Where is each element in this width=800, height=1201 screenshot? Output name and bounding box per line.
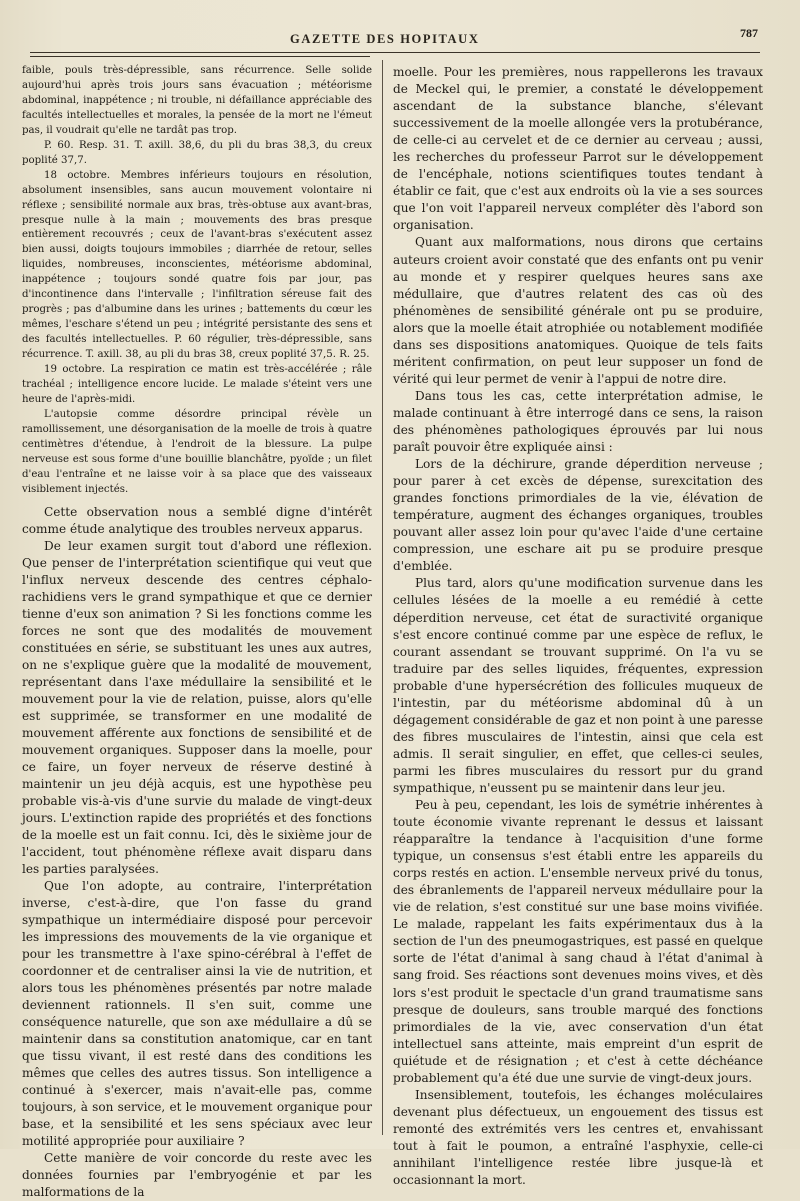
body-paragraph: Peu à peu, cependant, les lois de symétrie inhérentes à toute économie vivante reprenant le dessus et laissant réapparaître la tendance à l'acquisition d'une forme typique, un consensus s'est établi entre les appareils du corps restés en action. L'ensemble nerveux privé du tonus, des ébranlements de l'appareil nerveux médullaire pour la vie de relation, s'est constitué sur une base moins vivifiée. Le malade, rappelant les faits expérimentaux dus à la section de l'un des pneumogastriques, est passé en quelque sorte de l'état d'animal à sang chaud à l'état d'animal à sang froid. Ses réactions sont devenues moins vives, et dès lors s'est produit le spectacle d'un grand traumatisme sans presque de douleurs, sans trouble marqué des fonctions primordiales de la vie, avec conservation d'un état intellectuel sans atteinte, mais empreint d'un esprit de quiétude et de résignation ; et c'est à cette déchéance probablement qu'a été due une survie de vingt-deux jours. bbox=[393, 798, 763, 1085]
case-note-paragraph: L'autopsie comme désordre principal révèle un ramollissement, une désorganisation de la moelle de trois à quatre centimètres d'étendue, à l'endroit de la blessure. La pulpe nerveuse est sous forme d'une bouillie blanchâtre, pyoïde ; un filet d'eau l'entraîne et ne laisse voir à sa place que des vaisseaux visiblement injectés. bbox=[22, 408, 372, 495]
running-title: GAZETTE DES HOPITAUX bbox=[290, 32, 480, 46]
body-paragraph: Cette manière de voir concorde du reste avec les données fournies par l'embryogénie et par les malformations de la bbox=[22, 1150, 372, 1199]
header-rule bbox=[30, 52, 760, 53]
body-paragraph: Plus tard, alors qu'une modification survenue dans les cellules lésées de la moelle a eu remédié à cette déperdition nerveuse, cet état de suractivité organique s'est encore continué comme par une espèce de reflux, le courant assendant se trouvant supprimé. On l'a vu se traduire par des selles liquides, fréquentes, expression probable d'une hypersécrétion des follicules muqueux de l'intestin, par du météorisme abdominal dû à un dégagement considérable de gaz et non point à une paresse des fibres musculaires de l'intestin, ainsi que cela est admis. Il serait singulier, en effet, que celles-ci seules, parmi les fibres musculaires du ressort pur du grand sympathique, n'eussent pu se maintenir dans leur jeu. bbox=[393, 576, 763, 795]
case-note-paragraph: P. 60. Resp. 31. T. axill. 38,6, du pli du bras 38,3, du creux poplité 37,7. bbox=[22, 139, 372, 166]
commentary bbox=[22, 504, 372, 1201]
body-paragraph: Dans tous les cas, cette interprétation admise, le malade continuant à être interrogé dans ce sens, la raison des phénomènes pathologiques éprouvés par lui nous paraît pouvoir être expliquée ainsi : bbox=[393, 388, 763, 455]
body-paragraph: Lors de la déchirure, grande déperdition nerveuse ; pour parer à cet excès de dépense, surexcitation des grandes fonctions primordiales de la vie, élévation de température, augment des échanges organiques, troubles pouvant aller assez loin pour qu'avec l'aide d'une certaine compression, une eschare ait pu se produire presque d'emblée. bbox=[393, 457, 763, 574]
body-paragraph: Insensiblement, toutefois, les échanges moléculaires devenant plus défectueux, un engouement des tissus est remonté des extrémités vers les centres et, envahissant tout à fait le poumon, a entraîné l'asphyxie, celle-ci annihilant l'intelligence restée libre jusque-là et occasionnant la mort. bbox=[393, 1087, 763, 1188]
body-paragraph: Quant aux malformations, nous dirons que certains auteurs croient avoir constaté que des enfants ont pu venir au monde et y respirer quelques heures sans axe médullaire, que d'autres relatent des cas où des phénomènes de sensibilité générale ont pu se produire, alors que la moelle était atrophiée ou notablement modifiée dans ses dispositions anatomiques. Quoique de tels faits méritent confirmation, on peut leur supposer un fond de vérité qui leur permet de venir à l'appui de notre dire. bbox=[393, 235, 763, 386]
header-rule-secondary bbox=[30, 56, 370, 57]
right-column bbox=[393, 64, 763, 1189]
case-note-paragraph: 18 octobre. Membres inférieurs toujours en résolution, absolument insensibles, sans aucun mouvement volontaire ni réflexe ; sensibilité normale aux bras, très-obtuse aux avant-bras, presque nulle à la main ; mouvements des bras presque entièrement recouvrés ; ceux de l'avant-bras s'exécutent assez bien aussi, doigts toujours immobiles ; diarrhée de retour, selles liquides, nombreuses, inconscientes, météorisme abdominal, inappétence ; toujours sondé quatre fois par jour, pas d'incontinence dans l'intervalle ; l'infiltration séreuse fait des progrès ; pas d'albumine dans les urines ; battements du cœur les mêmes, l'eschare s'étend un peu ; intégrité persistante des sens et des facultés intellectuelles. P. 60 régulier, très-dépressible, sans récurrence. T. axill. 38, au pli du bras 38, creux poplité 37,5. R. 25. bbox=[22, 169, 372, 361]
case-notes bbox=[22, 64, 372, 498]
body-paragraph: Cette observation nous a semblé digne d'intérêt comme étude analytique des troubles nerveux apparus. bbox=[22, 504, 372, 536]
page-number: 787 bbox=[740, 26, 758, 40]
case-note-paragraph: faible, pouls très-dépressible, sans récurrence. Selle solide aujourd'hui après trois jours sans évacuation ; météorisme abdominal, inappétence ; ni trouble, ni défaillance appréciable des facultés intellectuelles et morales, la pensée de la mort ne l'émeut pas, il voudrait qu'elle ne tardât pas trop. bbox=[22, 65, 372, 136]
body-paragraph: De leur examen surgit tout d'abord une réflexion. Que penser de l'interprétation scientifique qui veut que l'influx nerveux descende des centres céphalo-rachidiens vers le grand sympathique et que ce dernier tienne d'eux son animation ? Si les fonctions comme les forces ne sont que des modalités de mouvement constituées en série, se substituant les unes aux autres, on ne s'explique guère que la modalité de mouvement, représentant dans l'axe médullaire la sensibilité et le mouvement pour la vie de relation, puisse, alors qu'elle est supprimée, se transformer en une modalité de mouvement afférente aux fonctions de sensibilité et de mouvement organiques. Supposer dans la moelle, pour ce faire, un foyer nerveux de réserve destiné à maintenir un jeu déjà acquis, est une hypothèse peu probable vis-à-vis d'une survie du malade de vingt-deux jours. L'extinction rapide des propriétés et des fonctions de la moelle est un fait connu. Ici, dès le sixième jour de l'accident, tout phénomène réflexe avait disparu dans les parties paralysées. bbox=[22, 538, 372, 876]
column-divider bbox=[382, 60, 383, 1135]
case-note-paragraph: 19 octobre. La respiration ce matin est très-accélérée ; râle trachéal ; intelligence encore lucide. Le malade s'éteint vers une heure de l'après-midi. bbox=[22, 364, 372, 405]
body-paragraph: Que l'on adopte, au contraire, l'interprétation inverse, c'est-à-dire, que l'on fasse du grand sympathique un intermédiaire disposé pour percevoir les impressions des mouvements de la vie organique et pour les transmettre à l'axe spino-cérébral à l'effet de coordonner et de centraliser ainsi la vie de nutrition, et alors tous les phénomènes présentés par notre malade deviennent rationnels. Il s'en suit, comme une conséquence naturelle, que son axe médullaire a dû se maintenir dans sa constitution anatomique, car en tant que tissu vivant, il est resté dans des conditions les mêmes que celles des autres tissus. Son intelligence a continué à s'exercer, mais n'avait-elle pas, comme toujours, à son service, et le mouvement organique pour base, et la sensibilité et les sens spéciaux avec leur motilité appropriée pour auxiliaire ? bbox=[22, 878, 372, 1148]
body-paragraph: moelle. Pour les premières, nous rappellerons les travaux de Meckel qui, le premier, a constaté le développement ascendant de la substance blanche, s'élevant successivement de la moelle allongée vers la protubérance, de celle-ci au cervelet et de ce dernier au cerveau ; aussi, les recherches du professeur Parrot sur le développement de l'encéphale, notions scientifiques toutes tendant à établir ce fait, que c'est aux endroits où la vie a ses sources que l'on voit l'appareil nerveux compléter dès l'abord son organisation. bbox=[393, 65, 763, 233]
page-header bbox=[40, 22, 760, 50]
left-column bbox=[22, 64, 372, 1201]
